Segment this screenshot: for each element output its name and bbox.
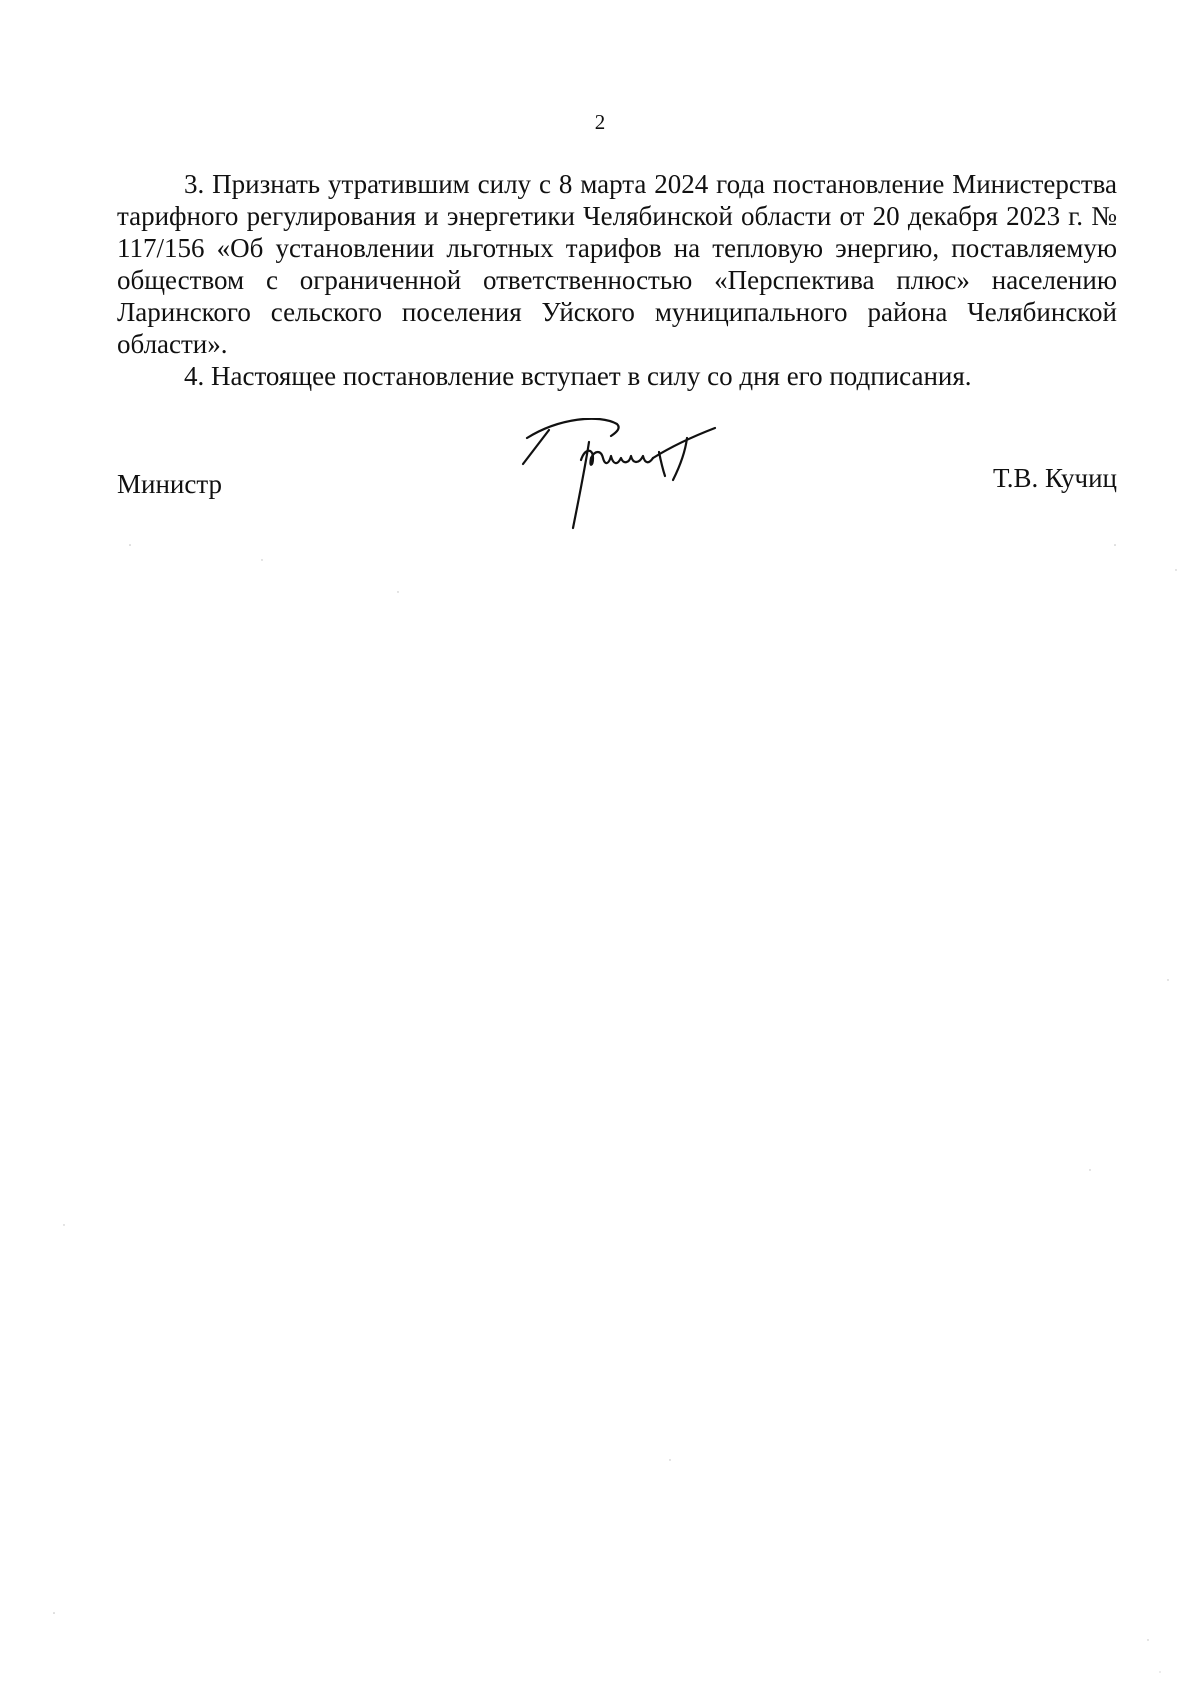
document-body	[117, 168, 1117, 392]
paragraph-4: 4. Настоящее постановление вступает в силу со дня его подписания.	[184, 361, 972, 391]
handwritten-signature	[519, 418, 719, 548]
signer-position: Министр	[117, 469, 222, 499]
signer-name: Т.В. Кучиц	[992, 463, 1117, 493]
paragraph-3: 3. Признать утратившим силу с 8 марта 2024 года постановление Министерства тарифного регулирования и энергетики Челябинской области от 20 декабря 2023 г. № 117/156 «Об установлении льготных тарифов на тепловую энергию, поставляемую обществом с ограниченной ответственностью «Перспектива плюс» населению Ларинского сельского поселения Уйского муниципального района Челябинской области».	[117, 169, 1117, 359]
page-number: 2	[594, 110, 606, 134]
signature-block	[117, 418, 1117, 548]
